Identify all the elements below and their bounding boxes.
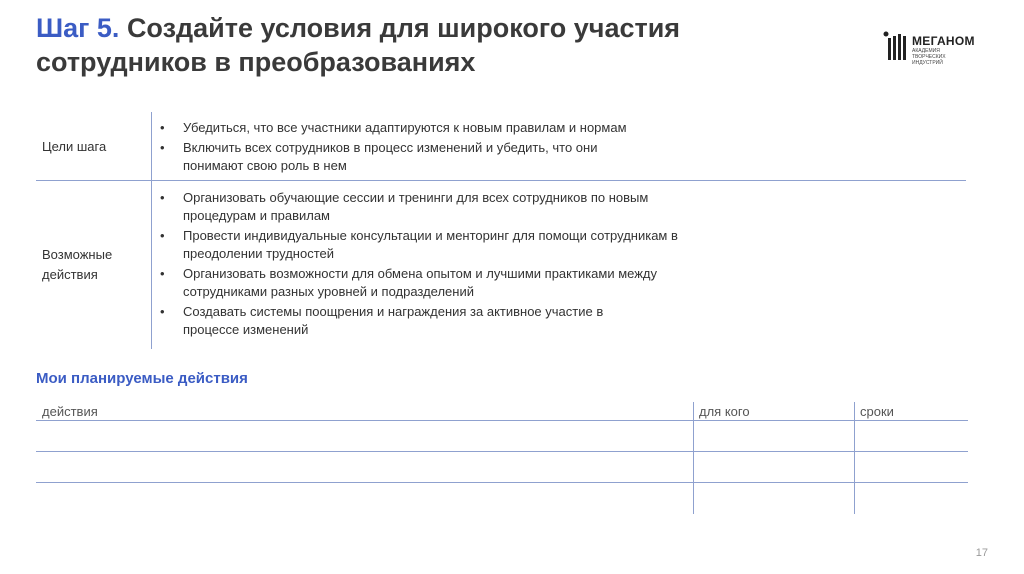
divider: [36, 180, 966, 181]
goals-label: Цели шага: [42, 139, 107, 154]
table-column-line: [854, 402, 855, 514]
logo-building-icon: [882, 28, 910, 62]
planned-actions-title: Мои планируемые действия: [36, 370, 248, 387]
page-number: 17: [975, 547, 988, 559]
slide-title: [36, 11, 680, 79]
actions-label: Возможные действия: [42, 247, 113, 282]
divider: [151, 112, 152, 349]
list-item: • Провести индивидуальные консультации и менторинг для помощи сотрудникам в преодолении трудностей: [160, 227, 753, 263]
list-item: • Включить всех сотрудников в процесс изменений и убедить, что они понимают свою роль в нем: [160, 139, 623, 175]
column-header-deadlines: сроки: [860, 404, 894, 419]
table-column-line: [693, 402, 694, 514]
actions-list: [160, 189, 753, 341]
title-line-1: Создайте условия для широкого участия: [126, 13, 681, 43]
logo-name: МЕГАНОМ: [912, 34, 975, 48]
table-row-line: [36, 451, 968, 452]
table-row-line: [36, 482, 968, 483]
title-line-2: сотрудников в преобразованиях: [36, 47, 476, 77]
list-item: • Организовать возможности для обмена опытом и лучшими практиками между сотрудниками разных уровней и подразделений: [160, 265, 693, 301]
goals-list: [160, 119, 720, 177]
column-header-actions: действия: [42, 404, 98, 419]
step-number: Шаг 5.: [36, 13, 120, 43]
table-row-line: [36, 420, 968, 421]
meganom-logo: [882, 28, 982, 64]
list-item: • Организовать обучающие сессии и тренинги для всех сотрудников по новым процедурам и правилам: [160, 189, 663, 225]
list-item: • Убедиться, что все участники адаптируются к новым правилам и нормам: [160, 119, 720, 137]
column-header-for-whom: для кого: [699, 404, 750, 419]
list-item: • Создавать системы поощрения и награждения за активное участие в процессе изменений: [160, 303, 663, 339]
logo-subtitle: АКАДЕМИЯ ТВОРЧЕСКИХ ИНДУСТРИЙ: [912, 48, 946, 66]
